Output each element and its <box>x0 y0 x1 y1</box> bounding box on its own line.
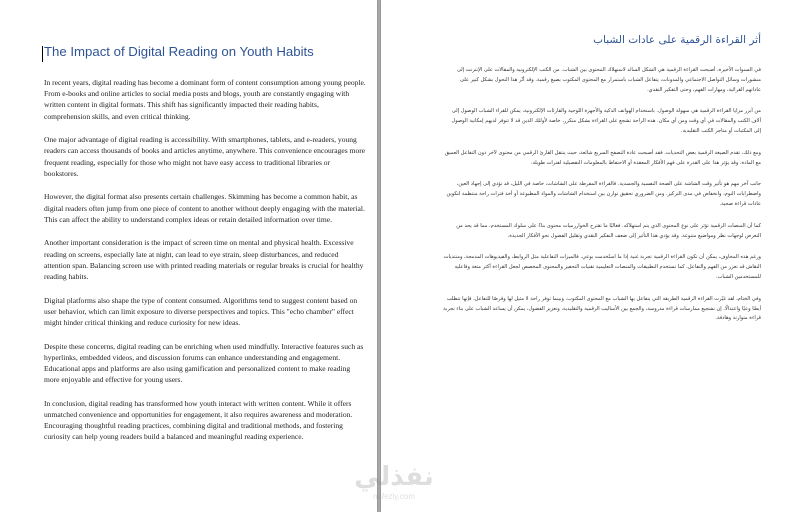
english-document-body <box>44 77 366 455</box>
arabic-paragraph: من أبرز مزايا القراءة الرقمية هي سهولة الوصول. باستخدام الهواتف الذكية والأجهزة اللوحية والقارئات الإلكترونية، يمكن للقراء الشباب الوصول إلى آلاف الكتب والمقالات في أي وقت ومن أي مكان. هذه الراحة تشجع على القراءة بشكل متكرر، خاصة لأولئك الذين قد لا تتوفر لديهم إمكانية الوصول إلى المكتبات أو متاجر الكتب التقليدية. <box>451 108 761 134</box>
text-cursor <box>42 46 43 62</box>
english-document-page[interactable] <box>0 0 377 512</box>
arabic-document-title: أثر القراءة الرقمية على عادات الشباب <box>593 34 761 46</box>
watermark-logo-text: نفذلي <box>354 462 434 492</box>
arabic-paragraph: وفي الختام، لقد غيّرت القراءة الرقمية الطريقة التي يتفاعل بها الشباب مع المحتوى المكتوب. وبينما توفر راحة لا مثيل لها وفرصًا للتفاعل، فإنها تتطلب أيضًا وعيًا واعتدالًا. إن تشجيع ممارسات قراءة مدروسة، والجمع بين الأساليب الرقمية والتقليدية، وتعزيز الفضول، يمكن أن يساعد الشباب على بناء تجربة قراءة متوازنة وهادفة. <box>443 295 761 322</box>
english-paragraph: Despite these concerns, digital reading can be enriching when used mindfully. Interactive features such as hyperlinks, embedded videos, and discussion forums can enhance understanding and engagement. Educational apps and platforms are also using gamification and personalized content to make reading more enjoyable and effective for young users. <box>44 341 364 385</box>
english-paragraph: Digital platforms also shape the type of content consumed. Algorithms tend to suggest content based on user behavior, which can limit exposure to diverse perspectives and topics. This "echo chamber" effect might hinder critical thinking and reduce curiosity for new ideas. <box>44 295 358 328</box>
watermark-url: nafezly.com <box>372 492 416 501</box>
english-paragraph: However, the digital format also presents certain challenges. Skimming has become a common habit, as digital readers often jump from one piece of content to another without deeply engaging with the material. This can affect the ability to understand complex ideas or retain detailed information over time. <box>44 192 365 224</box>
arabic-document-page[interactable] <box>381 0 797 512</box>
english-paragraph: In recent years, digital reading has become a dominant form of content consumption among young people. From e-books and online articles to social media posts and blogs, youth are constantly engaging with written content in digital formats. This shift has significantly impacted their reading habits, comprehension skills, and even critical thinking. <box>44 78 366 121</box>
english-paragraph: In conclusion, digital reading has transformed how youth interact with written content. While it offers unmatched convenience and opportunities for engagement, it also requires awareness and moderation. Encouraging thoughtful reading practices, combining digital and traditional methods, and fostering curiosity can help young readers build a balanced and meaningful reading experience. <box>44 398 353 442</box>
arabic-document-body <box>443 66 761 336</box>
english-document-title: The Impact of Digital Reading on Youth Habits <box>44 44 314 59</box>
arabic-paragraph: جانب آخر مهم هو تأثير وقت الشاشة على الصحة النفسية والجسدية. فالقراءة المفرطة على الشاشات، خاصة في الليل، قد تؤدي إلى إجهاد العين، واضطرابات النوم، وانخفاض في مدى التركيز. ومن الضروري تحقيق توازن بين استخدام الشاشات والمواد المطبوعة أو أخذ فترات راحة منتظمة لتكوين عادات قراءة صحية. <box>446 181 761 207</box>
arabic-paragraph: ومع ذلك، تقدم الصيغة الرقمية بعض التحديات. فقد أصبحت عادة التصفح السريع شائعة، حيث ينتقل القارئ الرقمي من محتوى لآخر دون التفاعل العميق مع المادة. وقد يؤثر هذا على القدرة على فهم الأفكار المعقدة أو الاحتفاظ بالمعلومات التفصيلية لفترات طويلة. <box>444 149 761 166</box>
english-paragraph: Another important consideration is the impact of screen time on mental and physical health. Excessive reading on screens, especially late at night, can lead to eye strain, sleep disturbances, and reduced attention span. Balancing screen use with printed reading materials or regular breaks is crucial for healthy reading habits. <box>44 238 364 282</box>
arabic-paragraph: في السنوات الأخيرة، أصبحت القراءة الرقمية هي الشكل السائد لاستهلاك المحتوى بين الشباب. من الكتب الإلكترونية والمقالات على الإنترنت إلى منشورات وسائل التواصل الاجتماعي والمدونات، يتفاعل الشباب باستمرار مع المحتوى المكتوب بصيغ رقمية. وقد أثّر هذا التحول بشكل كبير على عاداتهم القرائية، ومهارات الفهم، وحتى التفكير النقدي. <box>456 67 761 93</box>
arabic-paragraph: كما أن المنصات الرقمية تؤثر على نوع المحتوى الذي يتم استهلاكه. فغالبًا ما تقترح الخوارزميات محتوى بناءً على سلوك المستخدم، مما قد يحد من التعرض لوجهات نظر ومواضيع متنوعة. وقد يؤدي هذا التأثير إلى ضعف التفكير النقدي وتقليل الفضول نحو الأفكار الجديدة. <box>456 222 761 239</box>
watermark-logo <box>351 462 437 510</box>
arabic-paragraph: ورغم هذه المخاوف، يمكن أن تكون القراءة الرقمية تجربة غنية إذا ما استُخدمت بوعي. فالميزات التفاعلية مثل الروابط، والفيديوهات المدمجة، ومنتديات النقاش قد تعزز من الفهم والتفاعل. كما تستخدم التطبيقات والمنصات التعليمية تقنيات التحفيز والمحتوى المخصص لجعل القراءة أكثر متعة وفاعلية للمستخدمين الشباب. <box>443 254 761 280</box>
english-paragraph: One major advantage of digital reading is accessibility. With smartphones, tablets, and e-readers, young readers can access thousands of books and articles anytime, anywhere. This convenience encourages more frequent reading, especially for those who might not have easy access to traditional libraries or bookstores. <box>44 135 366 178</box>
